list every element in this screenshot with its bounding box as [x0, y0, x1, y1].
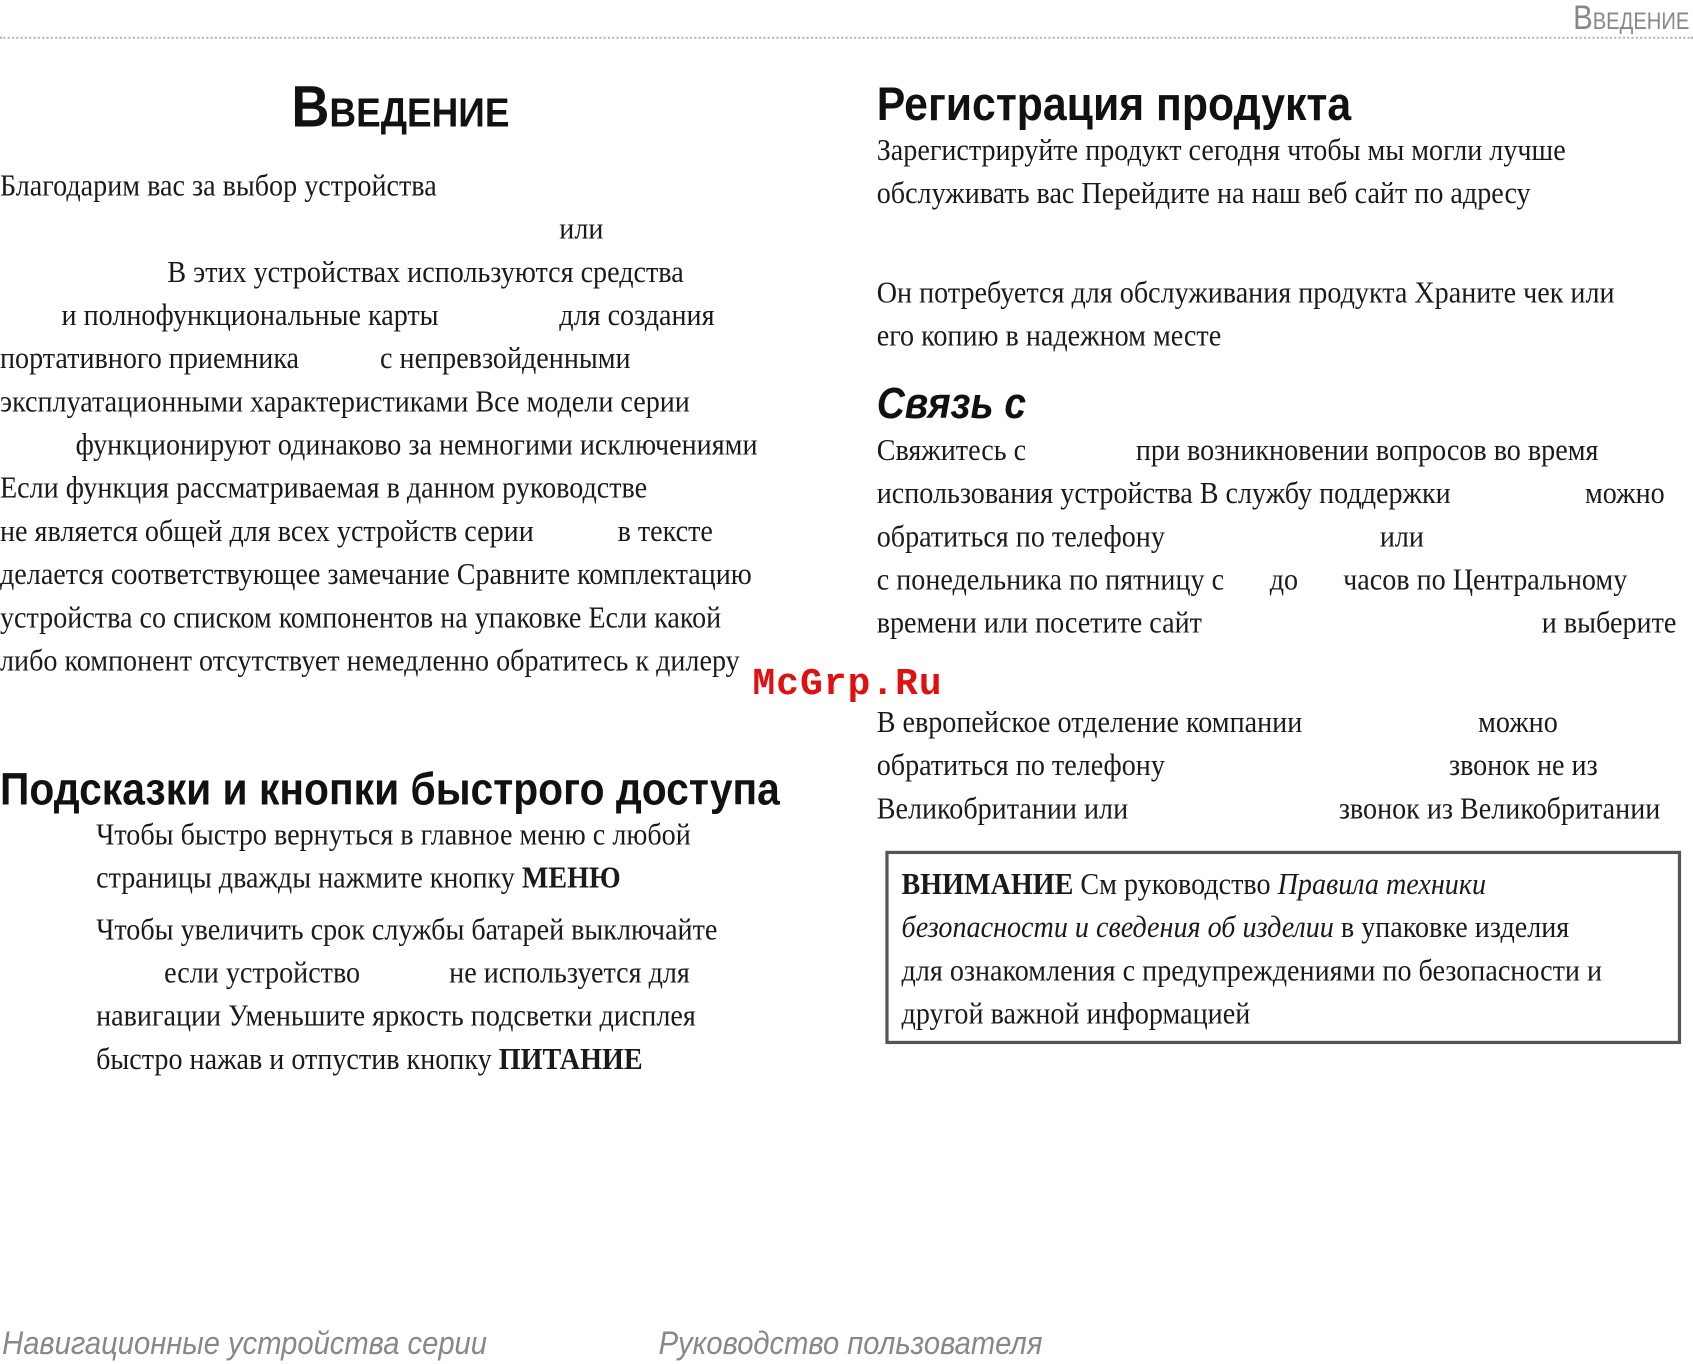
text-line: Зарегистрируйте продукт сегодня чтобы мы могли лучше	[876, 133, 1566, 168]
text-line: функционируют одинаково за немногими исключениями	[75, 428, 758, 463]
text-line: Если функция рассматриваемая в данном руководстве	[0, 471, 648, 506]
text-line: портативного приемника	[0, 342, 300, 376]
warning-line: другой важной информацией	[901, 997, 1251, 1032]
text-line: звонок не из	[1448, 749, 1598, 783]
text: в упаковке изделия	[1333, 911, 1570, 945]
text-line: В этих устройствах используются средства	[167, 255, 684, 290]
page-title: Введение	[291, 74, 510, 140]
footer-product: Навигационные устройства серии	[2, 1325, 487, 1362]
text-line: обратиться по телефону	[876, 749, 1165, 783]
text-line: Чтобы быстро вернуться в главное меню с любой	[96, 818, 691, 852]
text-line: звонок из Великобритании	[1338, 792, 1661, 826]
text-line: в тексте	[617, 515, 713, 549]
text-line: обслуживать вас Перейдите на наш веб сайт по адресу	[876, 177, 1531, 211]
text-line: делается соответствующее замечание Сравните комплектацию	[0, 558, 752, 592]
running-header: Введение	[1573, 0, 1690, 37]
contact-heading: Связь с	[876, 380, 1026, 428]
text-line: и выберите	[1541, 606, 1677, 641]
text-line: если устройство	[164, 956, 361, 991]
text-line: и полнофункциональные карты	[61, 299, 439, 333]
text-line: при возникновении вопросов во время	[1135, 434, 1599, 468]
text: См руководство	[1073, 868, 1278, 902]
text-line: его копию в надежном месте	[876, 319, 1222, 354]
footer-manual: Руководство пользователя	[658, 1325, 1043, 1362]
registration-heading: Регистрация продукта	[876, 77, 1352, 131]
warning-line	[902, 911, 1570, 946]
text: быстро нажав и отпустив кнопку	[96, 1042, 499, 1077]
tips-heading: Подсказки и кнопки быстрого доступа	[0, 763, 780, 815]
text-line: времени или посетите сайт	[876, 606, 1202, 641]
text-line: или	[1379, 520, 1424, 554]
text: страницы дважды нажмите кнопку	[96, 861, 522, 896]
text-line: до	[1269, 563, 1299, 598]
text-line: В европейское отделение компании	[876, 706, 1303, 740]
warning-line: для ознакомления с предупреждениями по безопасности и	[901, 954, 1603, 988]
header-divider	[0, 37, 1693, 39]
text-line: не используется для	[449, 956, 690, 991]
text-line: можно	[1478, 706, 1558, 740]
text-line: устройства со списком компонентов на упаковке Если какой	[0, 601, 722, 635]
text-line: с понедельника по пятницу с	[876, 563, 1225, 598]
text-line: Благодарим вас за выбор устройства	[0, 169, 437, 203]
text-line: Свяжитесь с	[876, 434, 1027, 468]
text-line: Чтобы увеличить срок службы батарей выключайте	[96, 913, 718, 947]
text-line: с непревзойденными	[380, 342, 631, 376]
doc-title: безопасности и сведения об изделии	[901, 911, 1334, 945]
text-line: либо компонент отсутствует немедленно обратитесь к дилеру	[0, 644, 740, 679]
text-line: можно	[1584, 477, 1665, 511]
doc-title: Правила техники	[1277, 868, 1487, 902]
text-line: использования устройства В службу поддержки	[876, 477, 1451, 511]
text-line	[96, 862, 621, 897]
power-key-label: ПИТАНИЕ	[498, 1042, 643, 1077]
text-line: Великобритании или	[876, 792, 1129, 826]
text-line: эксплуатационными характеристиками Все модели серии	[0, 385, 690, 419]
warning-line	[902, 868, 1487, 903]
text-line: обратиться по телефону	[876, 520, 1165, 554]
warning-label: ВНИМАНИЕ	[901, 868, 1074, 902]
text-line: Он потребуется для обслуживания продукта Храните чек или	[876, 276, 1615, 310]
text-line: часов по Центральному	[1343, 563, 1628, 598]
watermark: McGrp.Ru	[752, 662, 943, 707]
menu-key-label: МЕНЮ	[521, 861, 621, 896]
text-line: не является общей для всех устройств серии	[0, 515, 534, 549]
text-line: навигации Уменьшите яркость подсветки дисплея	[96, 999, 696, 1034]
text-line	[96, 1043, 643, 1078]
text-line: для создания	[559, 299, 715, 333]
text-line: или	[559, 212, 604, 247]
